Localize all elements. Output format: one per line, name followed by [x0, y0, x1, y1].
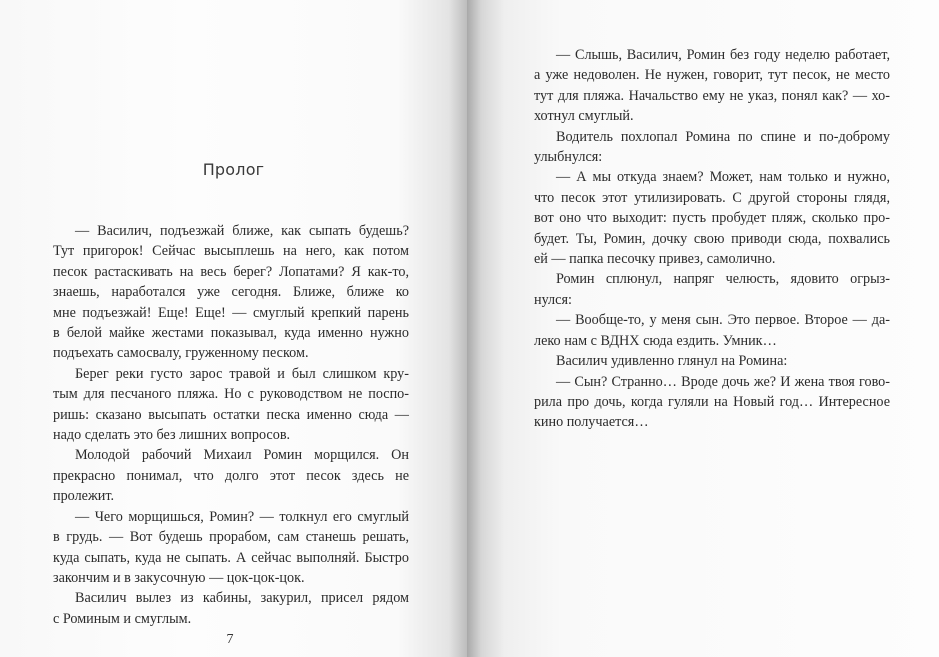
- right-page-text: [534, 45, 890, 433]
- text-line: пролежит.: [53, 488, 115, 505]
- text-line: Ромин сплюнул, напряг челюсть, ядовито огрыз-: [556, 271, 890, 288]
- text-line: хотнул смуглый.: [534, 108, 634, 125]
- text-line: мне подъезжай! Еще! Еще! — смуглый крепкий парень: [53, 304, 409, 321]
- text-line: тым для песчаного пляжа. Но с руководством не поспо-: [53, 386, 409, 403]
- text-line: тут для пляжа. Начальство ему не указ, понял как? — хо-: [534, 87, 890, 104]
- text-line: вот оно что выходит: пусть пробудет пляж, сколько про-: [534, 210, 890, 227]
- text-line: леко нам с ВДНХ сюда ездить. Умник…: [534, 332, 777, 349]
- text-line: рила про дочь, когда гуляли на Новый год… Интересное: [534, 393, 890, 410]
- text-line: — Василич, подъезжай ближе, как сыпать будешь?: [75, 223, 409, 239]
- text-line: подъехать самосвалу, груженному песком.: [53, 345, 309, 362]
- paragraph: [53, 588, 409, 629]
- paragraph: [534, 127, 890, 168]
- text-line: кино получается…: [534, 414, 649, 431]
- text-line: — Слышь, Василич, Ромин без году неделю работает,: [556, 47, 890, 63]
- paragraph: [534, 269, 890, 310]
- text-line: закончим и в закусочную — цок-цок-цок.: [53, 569, 305, 586]
- paragraph: [534, 351, 890, 371]
- paragraph: [534, 45, 890, 127]
- paragraph: [53, 364, 409, 446]
- text-line: — Чего морщишься, Ромин? — толкнул его смуглый: [75, 508, 409, 525]
- paragraph: [534, 310, 890, 351]
- text-line: Василич удивленно глянул на Ромина:: [556, 353, 788, 370]
- text-line: куда сыпать, куда не сыпать. А сейчас выполняй. Быстро: [53, 549, 409, 566]
- text-line: надо сделать это без лишних вопросов.: [53, 427, 291, 444]
- text-line: в белой майке жестами показывал, куда именно нужно: [53, 325, 409, 342]
- text-line: Водитель похлопал Ромина по спине и по-доброму: [556, 128, 890, 145]
- text-line: что песок этот утилизировать. С другой стороны глядя,: [534, 189, 890, 206]
- text-line: ришь: сказано высыпать остатки песка именно сюда —: [53, 406, 409, 423]
- text-line: песок растаскивать на весь берег? Лопатами? Я как-то,: [53, 263, 409, 280]
- text-line: — Вообще-то, у меня сын. Это первое. Второе — да-: [556, 312, 890, 329]
- text-line: с Роминым и смуглым.: [53, 610, 192, 627]
- text-line: прекрасно понимал, что долго этот песок здесь не: [53, 467, 409, 484]
- paragraph: [53, 507, 409, 589]
- page-number: 7: [226, 632, 234, 647]
- left-page: [0, 0, 467, 657]
- text-line: улыбнулся:: [534, 149, 603, 166]
- text-line: Молодой рабочий Михаил Ромин морщился. Он: [75, 447, 409, 464]
- chapter-title: Пролог: [202, 160, 265, 179]
- text-line: Тут пригорок! Сейчас высыплешь на него, как потом: [53, 243, 409, 260]
- text-line: Берег реки густо зарос травой и был слишком кру-: [75, 365, 409, 382]
- text-line: нулся:: [534, 291, 572, 308]
- text-line: ей — папка песочку привез, самолично.: [534, 251, 776, 268]
- right-page: [467, 0, 939, 657]
- paragraph: [53, 445, 409, 506]
- text-line: будет. Ты, Ромин, дочку свою приводи сюда, похвались: [534, 230, 890, 247]
- paragraph: [53, 221, 409, 364]
- text-line: а уже недоволен. Не нужен, говорит, тут песок, не место: [534, 67, 890, 84]
- left-page-text: [53, 221, 409, 629]
- text-line: в грудь. — Вот будешь прорабом, сам станешь решать,: [53, 529, 409, 546]
- text-line: — Сын? Странно… Вроде дочь же? И жена твоя гово-: [556, 373, 890, 390]
- text-line: Василич вылез из кабины, закурил, присел рядом: [75, 590, 409, 607]
- paragraph: [534, 372, 890, 433]
- text-line: знаешь, наработался уже сегодня. Ближе, ближе ко: [53, 284, 409, 301]
- paragraph: [534, 167, 890, 269]
- text-line: — А мы откуда знаем? Может, нам только и нужно,: [556, 169, 890, 186]
